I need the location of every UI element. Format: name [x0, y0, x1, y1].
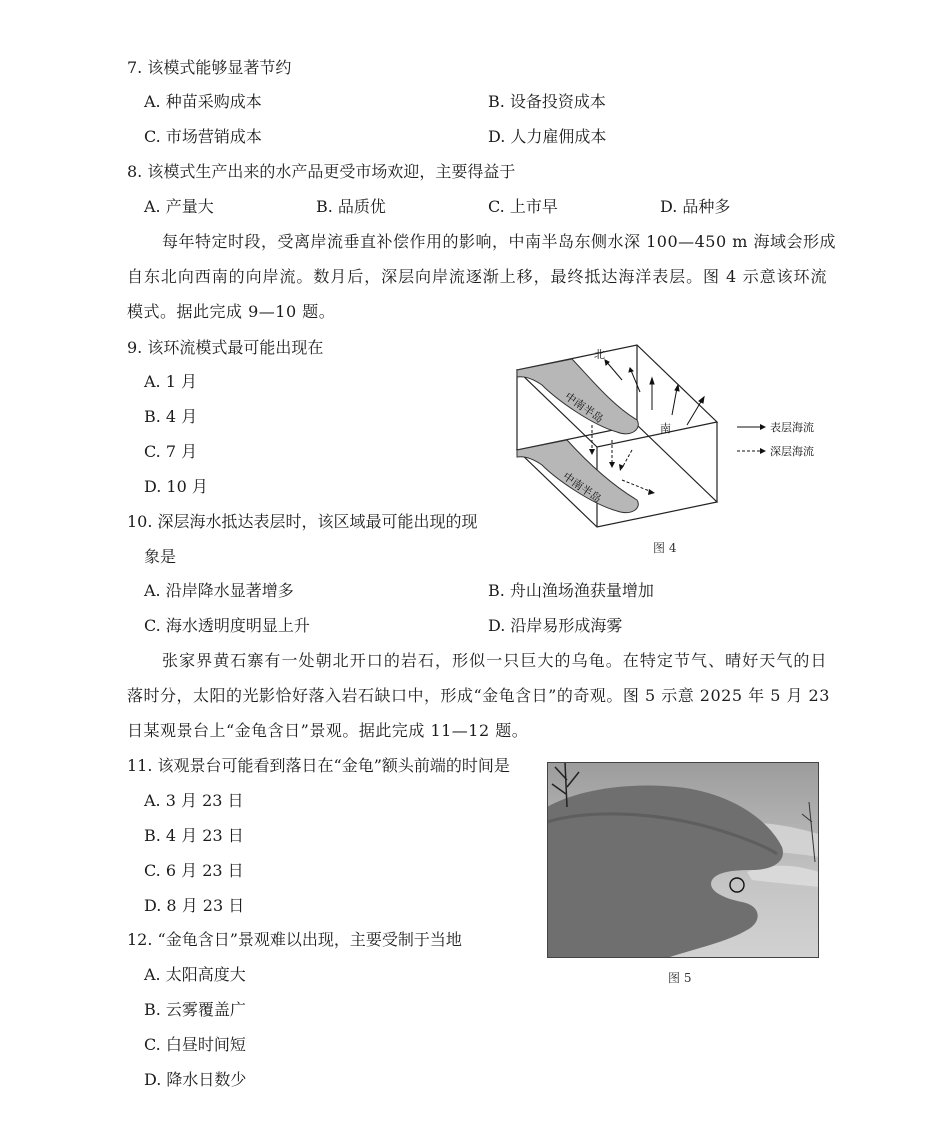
peninsula-label-top: 中南半岛 — [562, 389, 606, 426]
passage-2-line-2: 自东北向西南的向岸流。数月后，深层向岸流逐渐上移，最终抵达海洋表层。图 4 示意该环流 — [127, 267, 827, 286]
q9-option-d: D. 10 月 — [144, 477, 208, 496]
figure-5-caption: 图 5 — [668, 971, 692, 985]
legend-deep-current: 深层海流 — [770, 445, 814, 458]
q7-option-a: A. 种苗采购成本 — [144, 92, 262, 111]
q12-option-d: D. 降水日数少 — [144, 1070, 247, 1089]
q10-option-a: A. 沿岸降水显著增多 — [144, 581, 294, 600]
question-8-stem: 8. 该模式生产出来的水产品更受市场欢迎，主要得益于 — [127, 162, 516, 181]
question-10-stem-line-1: 10. 深层海水抵达表层时，该区域最可能出现的现 — [127, 512, 478, 531]
q8-option-c: C. 上市早 — [488, 197, 558, 216]
peninsula-label-bottom: 中南半岛 — [560, 469, 604, 506]
passage-3-line-1: 张家界黄石寨有一处朝北开口的岩石，形似一只巨大的乌龟。在特定节气、晴好天气的日 — [162, 651, 827, 670]
question-7-stem: 7. 该模式能够显著节约 — [127, 58, 292, 77]
q8-option-a: A. 产量大 — [144, 197, 214, 216]
q11-option-c: C. 6 月 23 日 — [144, 861, 244, 880]
passage-3-line-2: 落时分，太阳的光影恰好落入岩石缺口中，形成“金龟含日”的奇观。图 5 示意 2025 年 5 月 23 — [127, 686, 830, 705]
passage-2-line-1: 每年特定时段，受离岸流垂直补偿作用的影响，中南半岛东侧水深 100—450 m 海域会形成 — [162, 232, 837, 251]
label-north: 北 — [594, 348, 605, 361]
question-12-stem: 12. “金龟含日”景观难以出现，主要受制于当地 — [127, 930, 462, 949]
figure-5-photo — [547, 762, 819, 958]
q9-option-a: A. 1 月 — [144, 372, 197, 391]
q11-option-a: A. 3 月 23 日 — [144, 791, 244, 810]
passage-2-line-3: 模式。据此完成 9—10 题。 — [127, 302, 336, 321]
q11-option-b: B. 4 月 23 日 — [144, 826, 244, 845]
q12-option-c: C. 白昼时间短 — [144, 1035, 246, 1054]
figure-4-diagram — [512, 340, 832, 540]
q12-option-a: A. 太阳高度大 — [144, 965, 246, 984]
legend-surface-current: 表层海流 — [770, 421, 814, 434]
q10-option-c: C. 海水透明度明显上升 — [144, 616, 310, 635]
q7-option-d: D. 人力雇佣成本 — [488, 127, 607, 146]
passage-3-line-3: 日某观景台上“金龟含日”景观。据此完成 11—12 题。 — [127, 721, 529, 740]
question-10-stem-line-2: 象是 — [144, 547, 177, 566]
q7-option-b: B. 设备投资成本 — [488, 92, 606, 111]
q9-option-c: C. 7 月 — [144, 442, 198, 461]
q12-option-b: B. 云雾覆盖广 — [144, 1000, 246, 1019]
q10-option-b: B. 舟山渔场渔获量增加 — [488, 581, 654, 600]
q8-option-d: D. 品种多 — [660, 197, 731, 216]
q11-option-d: D. 8 月 23 日 — [144, 896, 245, 915]
q8-option-b: B. 品质优 — [316, 197, 386, 216]
label-south: 南 — [660, 422, 671, 435]
question-11-stem: 11. 该观景台可能看到落日在“金龟”额头前端的时间是 — [127, 756, 510, 775]
q9-option-b: B. 4 月 — [144, 407, 198, 426]
figure-4-caption: 图 4 — [653, 541, 677, 555]
q10-option-d: D. 沿岸易形成海雾 — [488, 616, 623, 635]
q7-option-c: C. 市场营销成本 — [144, 127, 262, 146]
question-9-stem: 9. 该环流模式最可能出现在 — [127, 338, 324, 357]
